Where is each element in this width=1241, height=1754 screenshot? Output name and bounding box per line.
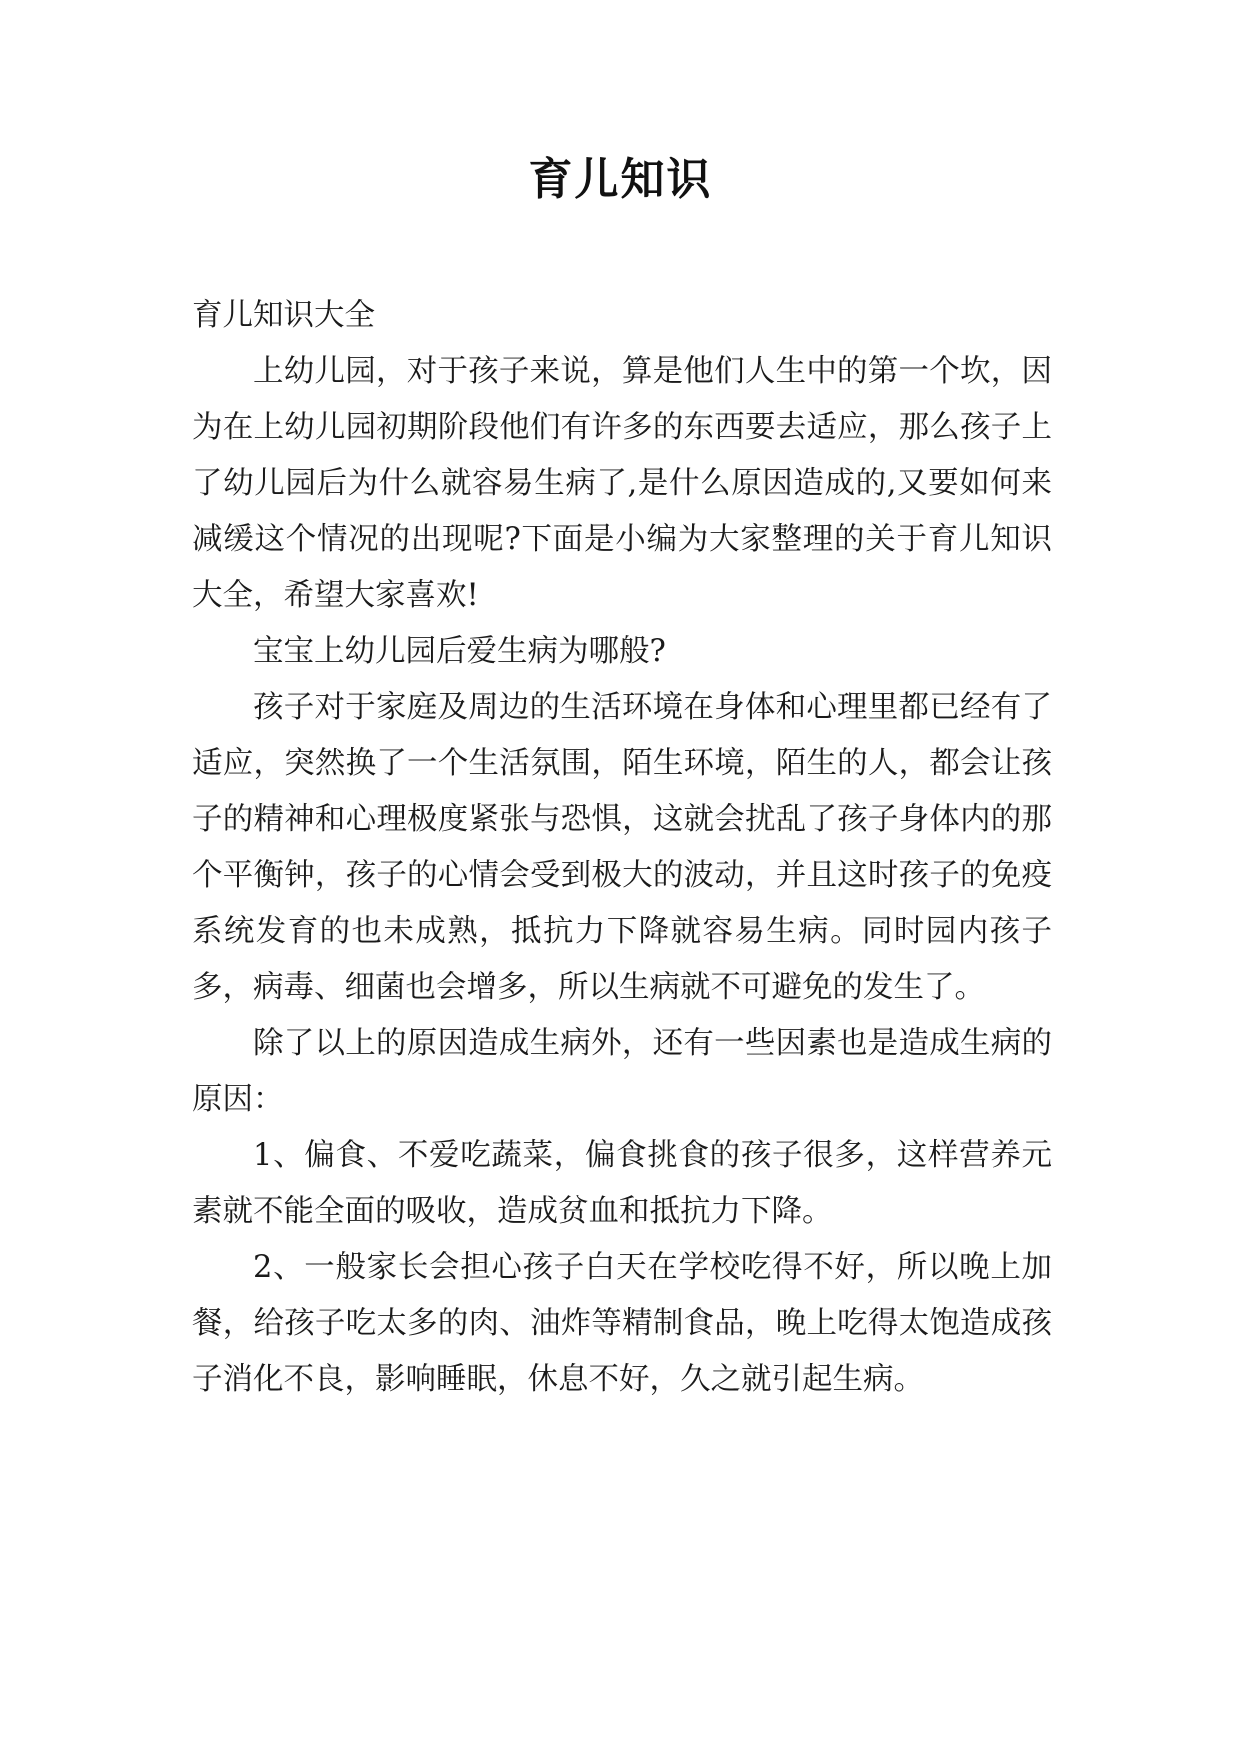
document-body [192, 288, 1052, 1408]
list-item-2: 2、一般家长会担心孩子白天在学校吃得不好，所以晚上加餐，给孩子吃太多的肉、油炸等精制食品，晚上吃得太饱造成孩子消化不良，影响睡眠，休息不好，久之就引起生病。 [192, 1250, 1052, 1397]
intro-paragraph: 上幼儿园，对于孩子来说，算是他们人生中的第一个坎，因为在上幼儿园初期阶段他们有许多的东西要去适应，那么孩子上了幼儿园后为什么就容易生病了,是什么原因造成的,又要如何来减缓这个情况的出现呢?下面是小编为大家整理的关于育儿知识大全，希望大家喜欢! [192, 354, 1052, 613]
subtitle-paragraph: 育儿知识大全 [192, 298, 375, 333]
list-item-1: 1、偏食、不爱吃蔬菜，偏食挑食的孩子很多，这样营养元素就不能全面的吸收，造成贫血和抵抗力下降。 [192, 1138, 1052, 1229]
section-heading: 宝宝上幼儿园后爱生病为哪般? [253, 634, 666, 669]
document-title: 育儿知识 [528, 154, 713, 205]
body-paragraph: 孩子对于家庭及周边的生活环境在身体和心理里都已经有了适应，突然换了一个生活氛围，陌生环境，陌生的人，都会让孩子的精神和心理极度紧张与恐惧，这就会扰乱了孩子身体内的那个平衡钟，孩子的心情会受到极大的波动，并且这时孩子的免疫系统发育的也未成熟，抵抗力下降就容易生病。同时园内孩子多，病毒、细菌也会增多，所以生病就不可避免的发生了。 [192, 690, 1052, 1005]
body-paragraph: 除了以上的原因造成生病外，还有一些因素也是造成生病的原因： [192, 1026, 1052, 1117]
